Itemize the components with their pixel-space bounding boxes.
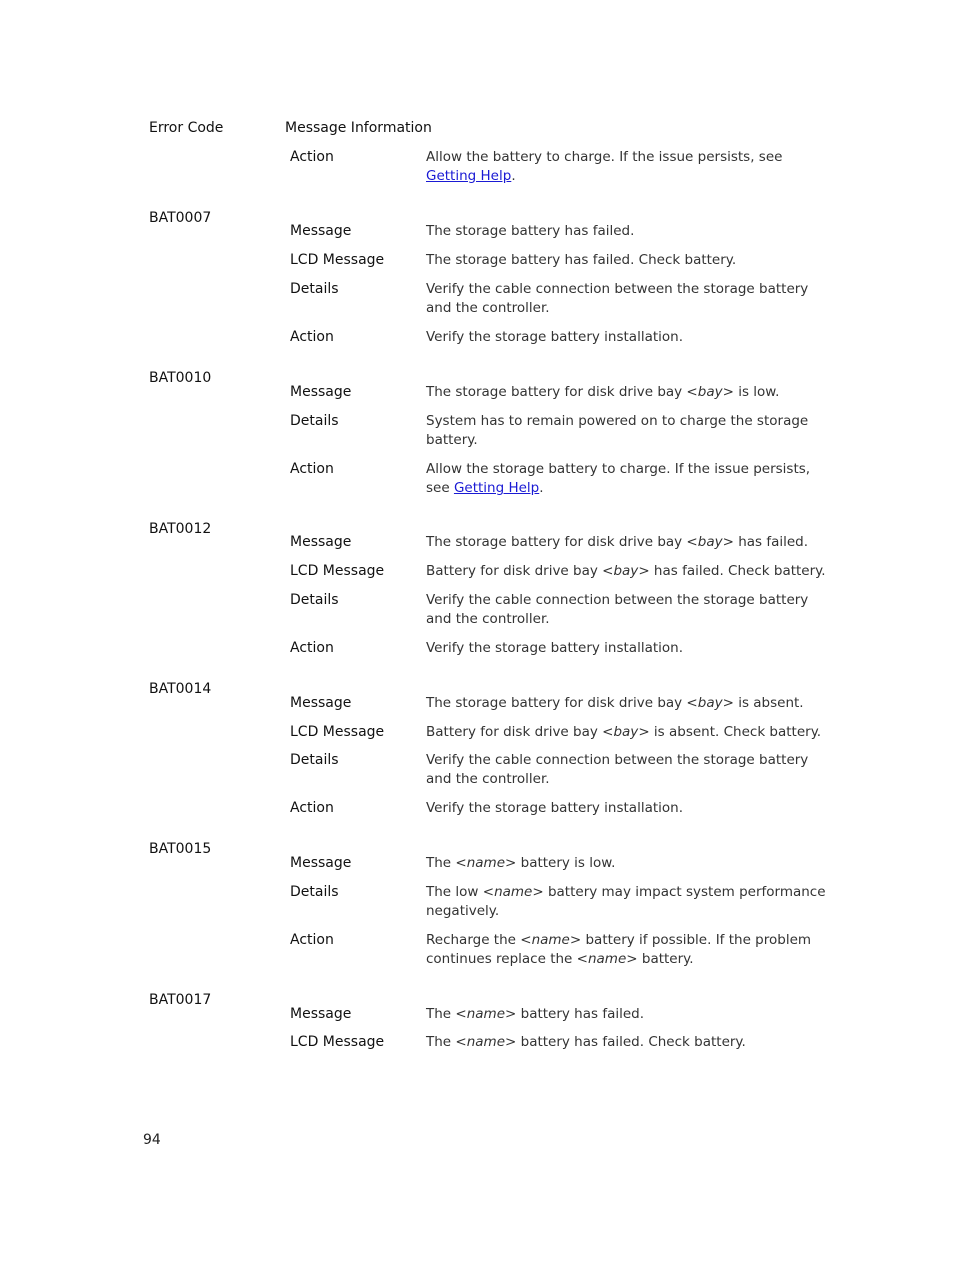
row-text: The storage battery for disk drive bay <bay> is low. bbox=[426, 384, 780, 400]
row-label: LCD Message bbox=[290, 563, 385, 579]
row-text: Verify the cable connection between the storage battery and the controller. bbox=[426, 592, 809, 627]
row-text: Verify the storage battery installation. bbox=[426, 329, 684, 345]
row-text: Allow the storage battery to charge. If the issue persists, see Getting Help. bbox=[426, 461, 811, 496]
error-code: BAT0014 bbox=[149, 681, 212, 697]
row-label: Message bbox=[290, 1006, 352, 1022]
row-label: Message bbox=[290, 534, 352, 550]
getting-help-link[interactable]: Getting Help bbox=[453, 480, 540, 496]
error-code: BAT0007 bbox=[149, 210, 212, 226]
row-label: LCD Message bbox=[290, 1034, 385, 1050]
row-text: System has to remain powered on to charge the storage battery. bbox=[426, 413, 809, 448]
row-text: The storage battery has failed. Check battery. bbox=[426, 252, 737, 268]
row-label: LCD Message bbox=[290, 724, 385, 740]
row-label: Action bbox=[290, 640, 334, 656]
row-label: Message bbox=[290, 855, 352, 871]
row-text: Battery for disk drive bay <bay> has failed. Check battery. bbox=[426, 563, 826, 579]
error-code: BAT0010 bbox=[149, 370, 212, 386]
row-text: The low <name> battery may impact system performance negatively. bbox=[426, 884, 826, 919]
row-text: Verify the storage battery installation. bbox=[426, 800, 684, 816]
row-text: Verify the cable connection between the storage battery and the controller. bbox=[426, 752, 809, 787]
row-text: The storage battery for disk drive bay <bay> is absent. bbox=[426, 695, 804, 711]
row-label: Action bbox=[290, 329, 334, 345]
row-text: Verify the storage battery installation. bbox=[426, 640, 684, 656]
row-label: Action bbox=[290, 461, 334, 477]
error-code: BAT0012 bbox=[149, 521, 212, 537]
page-number: 94 bbox=[143, 1132, 161, 1148]
row-text: The <name> battery has failed. bbox=[426, 1006, 645, 1022]
row-label: Message bbox=[290, 384, 352, 400]
row-label: Details bbox=[290, 413, 339, 429]
row-label: Details bbox=[290, 884, 339, 900]
error-code: BAT0015 bbox=[149, 841, 212, 857]
row-text: Verify the cable connection between the storage battery and the controller. bbox=[426, 281, 809, 316]
row-text: The storage battery has failed. bbox=[426, 223, 635, 239]
row-label: Message bbox=[290, 223, 352, 239]
column-header-message-information: Message Information bbox=[285, 120, 432, 136]
column-header-error-code: Error Code bbox=[149, 120, 224, 136]
row-label: Action bbox=[290, 149, 334, 165]
row-label: Details bbox=[290, 281, 339, 297]
row-label: Details bbox=[290, 592, 339, 608]
error-code: BAT0017 bbox=[149, 992, 212, 1008]
row-label: LCD Message bbox=[290, 252, 385, 268]
row-label: Action bbox=[290, 800, 334, 816]
getting-help-link[interactable]: Getting Help bbox=[426, 168, 512, 184]
row-text: The <name> battery has failed. Check battery. bbox=[426, 1034, 746, 1050]
row-text: Battery for disk drive bay <bay> is absent. Check battery. bbox=[426, 724, 822, 740]
row-text: Allow the battery to charge. If the issue persists, see Getting Help. bbox=[426, 149, 783, 184]
row-text: The <name> battery is low. bbox=[426, 855, 616, 871]
row-text: The storage battery for disk drive bay <bay> has failed. bbox=[426, 534, 809, 550]
row-label: Action bbox=[290, 932, 334, 948]
row-text: Recharge the <name> battery if possible. If the problem continues replace the <name> battery. bbox=[426, 932, 812, 967]
row-label: Message bbox=[290, 695, 352, 711]
row-label: Details bbox=[290, 752, 339, 768]
